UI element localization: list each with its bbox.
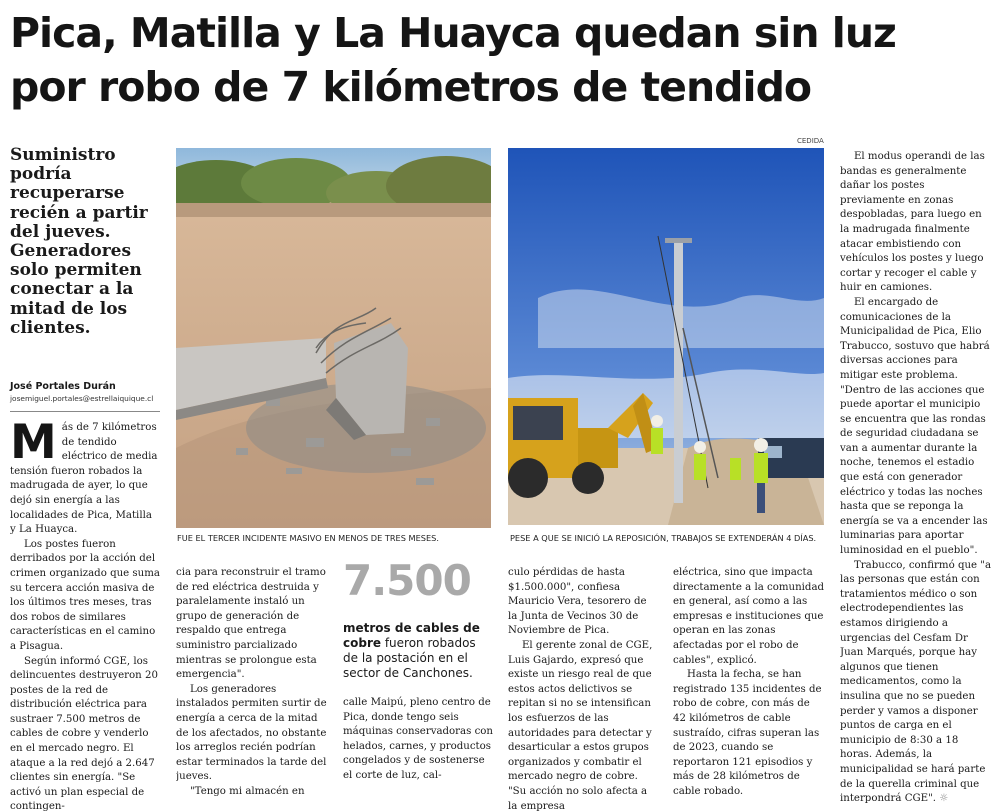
photo-repair-crew-image [508, 148, 824, 525]
photo-credit: CEDIDA [797, 137, 824, 145]
article-column-1 [10, 421, 160, 811]
author-name: José Portales Durán [10, 381, 116, 392]
headline [10, 6, 995, 114]
paragraph: eléctrica, sino que impacta directamente a la comunidad en general, así como a las empresas e instituciones que operan en las zonas afectadas por el robo de cables", explicó. [673, 567, 825, 666]
paragraph: Trabucco, confirmó que "a las personas que están con tratamientos médico o son electrodependientes las estamos dirigiendo a urgencias del Cesfam Dr Juan Marqués, porque hay algunos que tienen medicamentos, como la insulina que no se pueden perder y vamos a disponer puntos de carga en el municipio de 8:30 a 18 horas. Además, la municipalidad se hará parte de la querella criminal que interpondrá CGE". ☼ [840, 559, 992, 805]
paragraph: Según informó CGE, los delincuentes destruyeron 20 postes de la red de distribución eléctrica para sustraer 7.500 metros de cables de cobre y venderlo en el mercado negro. El ataque a la red dejó a 2.647 clientes sin energía. "Se activó un plan especial de contingen- [10, 655, 158, 811]
article-column-4 [508, 566, 658, 811]
paragraph: Hasta la fecha, se han registrado 135 incidentes de robo de cobre, con más de 42 kilómetros de cable sustraído, cifras superan las de 2023, cuando se reportaron 121 episodios y más de 28 kilómetros de cable robado. [673, 669, 822, 797]
article-column-2 [176, 566, 328, 811]
drop-cap: M [10, 421, 57, 470]
article-column-5 [673, 566, 825, 811]
article-column-6 [840, 150, 992, 810]
article-column-3 [343, 696, 493, 811]
highlight-description [343, 621, 493, 681]
paragraph: "Tengo mi almacén en [190, 785, 305, 797]
deck: Suministro podría recuperarse recién a partir del jueves. Generadores solo permiten conectar a la mitad de los clientes. [10, 145, 148, 338]
highlight-rest: fueron robados de la postación en el sector de Canchones. [343, 636, 476, 680]
paragraph: Los postes fueron derribados por la acción del crimen organizado que suma su tercera acción masiva de los últimos tres meses, tras dos robos de similares características en el camino a Pisagua. [10, 538, 160, 652]
paragraph: calle Maipú, pleno centro de Pica, donde tengo seis máquinas conservadoras con helados, carnes, y productos congelados y de sostenerse el corte de luz, cal- [343, 697, 493, 781]
byline-divider [10, 411, 160, 412]
author-email[interactable]: josemiguel.portales@estrellaiquique.cl [10, 394, 154, 403]
photo-right-caption: PESE A QUE SE INICIÓ LA REPOSICIÓN, TRABAJOS SE EXTENDERÁN 4 DÍAS. [510, 533, 817, 543]
photo-repair-crew [508, 148, 824, 525]
paragraph: El encargado de comunicaciones de la Municipalidad de Pica, Elio Trabucco, sostuvo que habrá diversas acciones para mitigar este problema. "Dentro de las acciones que puede aportar el municipio se encuentra que las rondas de seguridad ciudadana se van a aumentar durante la noche, tenemos el estadio que está con generador eléctrico y todas las noches hasta que se reponga la energía se va a encender las luminarias para aportar luminosidad en el pueblo". [840, 296, 990, 557]
photo-downed-pole [176, 148, 491, 528]
paragraph: El modus operandi de las bandas es generalmente dañar los postes previamente en zonas despobladas, para luego en la madrugada finalmente atacar embistiendo con vehículos los postes y luego cortar y recoger el cable y huir en camiones. [840, 151, 985, 294]
highlight-number: 7.500 [343, 556, 471, 605]
highlight-bold: metros de cables de cobre [343, 621, 480, 650]
paragraph: cia para reconstruir el tramo de red eléctrica destruida y paralelamente instaló un grupo de generación de respaldo que entrega suministro parcializado mientras se prolongue esta emergencia". [176, 567, 326, 681]
end-mark-icon: ☼ [939, 793, 949, 805]
paragraph-lead: Más de 7 kilómetros de tendido eléctrico de media tensión fueron robados la madrugada de ayer, lo que dejó sin energía a las localidades de Pica, Matilla y La Huayca. [10, 421, 158, 536]
headline-line-2: por robo de 7 kilómetros de tendido [10, 63, 812, 111]
photo-downed-pole-image [176, 148, 491, 528]
headline-line-1: Pica, Matilla y La Huayca quedan sin luz [10, 9, 896, 57]
paragraph: El gerente zonal de CGE, Luis Gajardo, expresó que existe un riesgo real de que estos actos delictivos se repitan si no se intensifican los esfuerzos de las autoridades para detectar y desarticular a estos grupos organizados y combatir el mercado negro de cobre. "Su acción no solo afecta a la empresa [508, 639, 653, 811]
paragraph: Los generadores instalados permiten surtir de energía a cerca de la mitad de los afectados, no obstante los arreglos recién podrían estar terminados la tarde del jueves. [176, 683, 327, 783]
paragraph: culo pérdidas de hasta $1.500.000", confiesa Mauricio Vera, tesorero de la Junta de Vecinos 30 de Noviembre de Pica. [508, 567, 647, 637]
photo-left-caption: FUE EL TERCER INCIDENTE MASIVO EN MENOS DE TRES MESES. [177, 533, 439, 543]
